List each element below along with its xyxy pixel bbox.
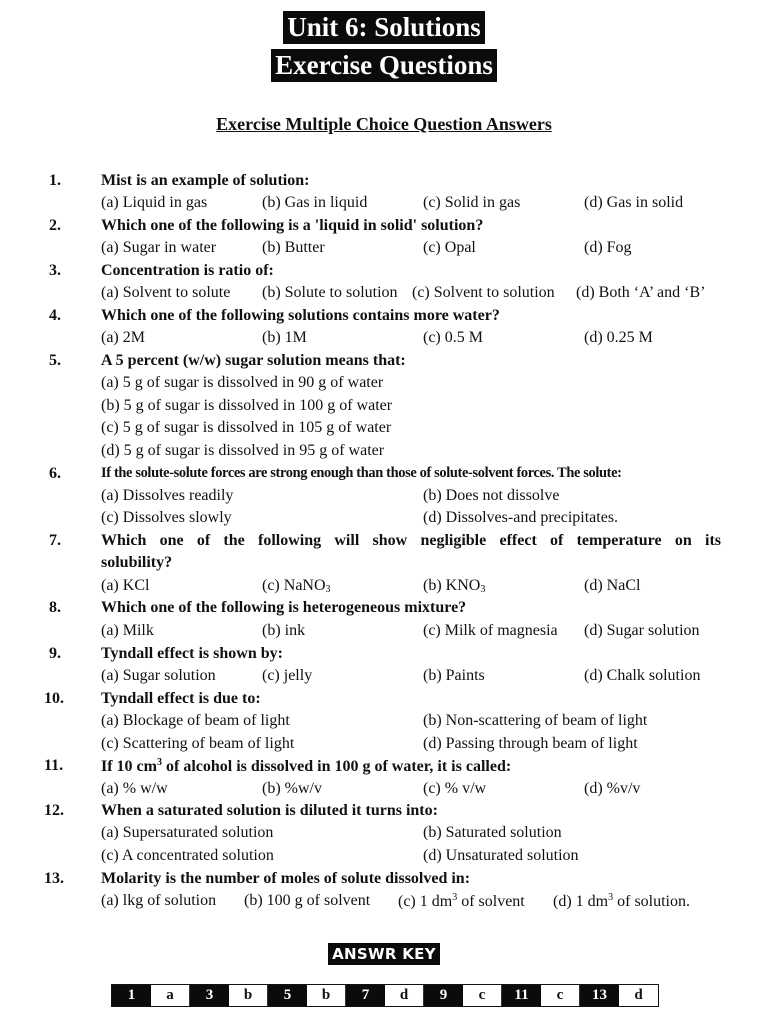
title-line-1-wrap (0, 11, 768, 44)
option-b (423, 577, 485, 595)
option-c: (c) % v/w (423, 780, 487, 797)
superscript: 3 (608, 892, 614, 903)
option-c: (c) A concentrated solution (101, 847, 274, 864)
option-c: (c) jelly (262, 667, 313, 684)
question-text: Tyndall effect is due to: (101, 690, 261, 707)
question-text: Which one of the following solutions contains more water? (101, 307, 500, 324)
question-number: 8. (49, 599, 61, 616)
option-b: (b) Paints (423, 667, 485, 684)
question-number: 2. (49, 217, 61, 234)
answer-key-number: 7 (346, 985, 385, 1006)
question-number: 4. (49, 307, 61, 324)
question-text-continued: solubility? (101, 554, 173, 571)
option-b: (b) Does not dissolve (423, 487, 560, 504)
answer-key-answer: b (229, 985, 268, 1006)
subtitle: Exercise Multiple Choice Question Answers (216, 114, 552, 134)
answer-key-answer: d (385, 985, 424, 1006)
option-b: (b) ink (262, 622, 306, 639)
option-b: (b) %w/v (262, 780, 322, 797)
question-text: Which one of the following will show negligible effect of temperature on its (101, 532, 721, 549)
question-text: Molarity is the number of moles of solute dissolved in: (101, 870, 471, 887)
option-c: (c) Scattering of beam of light (101, 735, 295, 752)
option-a: (a) 5 g of sugar is dissolved in 90 g of water (101, 374, 384, 391)
option-c: (c) Solid in gas (423, 194, 521, 211)
question-text-start: If 10 cm (101, 758, 157, 775)
option-d: (d) Unsaturated solution (423, 847, 579, 864)
superscript: 3 (452, 892, 458, 903)
option-b-text: (b) KNO (423, 577, 481, 594)
option-b: (b) Solute to solution (262, 284, 398, 301)
option-c-text: (c) 1 dm (398, 893, 453, 910)
answer-key-answer: c (463, 985, 502, 1006)
question-number: 1. (49, 172, 61, 189)
subscript: 3 (325, 584, 331, 595)
question-text: A 5 percent (w/w) sugar solution means that: (101, 352, 406, 369)
option-a: (a) Blockage of beam of light (101, 712, 290, 729)
option-b: (b) Non-scattering of beam of light (423, 712, 648, 729)
answer-key-table (111, 984, 659, 1007)
option-d (553, 892, 690, 911)
option-c: (c) Dissolves slowly (101, 509, 232, 526)
question-text: Which one of the following is a 'liquid in solid' solution? (101, 217, 484, 234)
question-number: 7. (49, 532, 61, 549)
answer-key-number: 13 (580, 985, 619, 1006)
option-a: (a) Milk (101, 622, 154, 639)
title-line-2-wrap (0, 49, 768, 82)
option-d: (d) Fog (584, 239, 632, 256)
option-d: (d) Chalk solution (584, 667, 701, 684)
option-a: (a) Liquid in gas (101, 194, 208, 211)
option-a: (a) Dissolves readily (101, 487, 234, 504)
option-b: (b) Gas in liquid (262, 194, 368, 211)
option-d: (d) %v/v (584, 780, 641, 797)
option-d: (d) 5 g of sugar is dissolved in 95 g of water (101, 442, 385, 459)
superscript: 3 (156, 757, 162, 768)
answer-key-answer: a (151, 985, 190, 1006)
question-text: Concentration is ratio of: (101, 262, 274, 279)
question-number: 12. (44, 802, 64, 819)
option-d: (d) Passing through beam of light (423, 735, 638, 752)
question-text-end: of alcohol is dissolved in 100 g of water, it is called: (161, 758, 512, 775)
option-b: (b) 5 g of sugar is dissolved in 100 g of water (101, 397, 393, 414)
subscript: 3 (480, 584, 486, 595)
option-d: (d) Gas in solid (584, 194, 684, 211)
title-line-1: Unit 6: Solutions (283, 11, 485, 44)
option-d: (d) NaCl (584, 577, 641, 594)
question-number: 5. (49, 352, 61, 369)
question-text: When a saturated solution is diluted it turns into: (101, 802, 438, 819)
answer-key-answer: c (541, 985, 580, 1006)
option-b: (b) 1M (262, 329, 307, 346)
question-text: Mist is an example of solution: (101, 172, 310, 189)
option-a: (a) Sugar solution (101, 667, 216, 684)
answer-key-number: 9 (424, 985, 463, 1006)
option-b: (b) Saturated solution (423, 824, 562, 841)
option-c: (c) Opal (423, 239, 476, 256)
question-text: Tyndall effect is shown by: (101, 645, 283, 662)
answer-key-title-wrap (0, 943, 768, 965)
option-d-text: (d) 1 dm (553, 893, 609, 910)
option-c (398, 892, 525, 911)
option-a: (a) % w/w (101, 780, 168, 797)
answer-key-answer: d (619, 985, 658, 1006)
question-number: 10. (44, 690, 64, 707)
option-c: (c) Solvent to solution (412, 284, 555, 301)
option-b: (b) 100 g of solvent (244, 892, 371, 909)
question-number: 11. (44, 757, 64, 774)
option-a: (a) Solvent to solute (101, 284, 231, 301)
question-text (101, 757, 511, 776)
option-d: (d) Dissolves-and precipitates. (423, 509, 619, 526)
option-a: (a) Supersaturated solution (101, 824, 274, 841)
answer-key-answer: b (307, 985, 346, 1006)
answer-key-title: ANSWR KEY (328, 943, 440, 965)
answer-key-number: 3 (190, 985, 229, 1006)
option-c (262, 577, 331, 595)
option-a: (a) KCl (101, 577, 150, 594)
option-d: (d) Sugar solution (584, 622, 700, 639)
option-d-text-end: of solution. (617, 893, 690, 910)
option-a: (a) Sugar in water (101, 239, 217, 256)
option-c: (c) Milk of magnesia (423, 622, 558, 639)
answer-key-number: 11 (502, 985, 541, 1006)
option-d: (d) 0.25 M (584, 329, 653, 346)
option-c: (c) 5 g of sugar is dissolved in 105 g of water (101, 419, 392, 436)
answer-key-number: 1 (112, 985, 151, 1006)
option-c-text-end: of solvent (461, 893, 525, 910)
question-text: If the solute-solute forces are strong enough than those of solute-solvent forces. The solute: (101, 465, 622, 481)
option-d: (d) Both ‘A’ and ‘B’ (576, 284, 706, 301)
question-text: Which one of the following is heterogeneous mixture? (101, 599, 467, 616)
question-number: 6. (49, 465, 61, 482)
answer-key-number: 5 (268, 985, 307, 1006)
option-c: (c) 0.5 M (423, 329, 483, 346)
option-a: (a) 2M (101, 329, 145, 346)
option-c-text: (c) NaNO (262, 577, 326, 594)
question-number: 9. (49, 645, 61, 662)
question-number: 3. (49, 262, 61, 279)
option-b: (b) Butter (262, 239, 325, 256)
title-line-2: Exercise Questions (271, 49, 497, 82)
option-a: (a) lkg of solution (101, 892, 217, 909)
question-number: 13. (44, 870, 64, 887)
